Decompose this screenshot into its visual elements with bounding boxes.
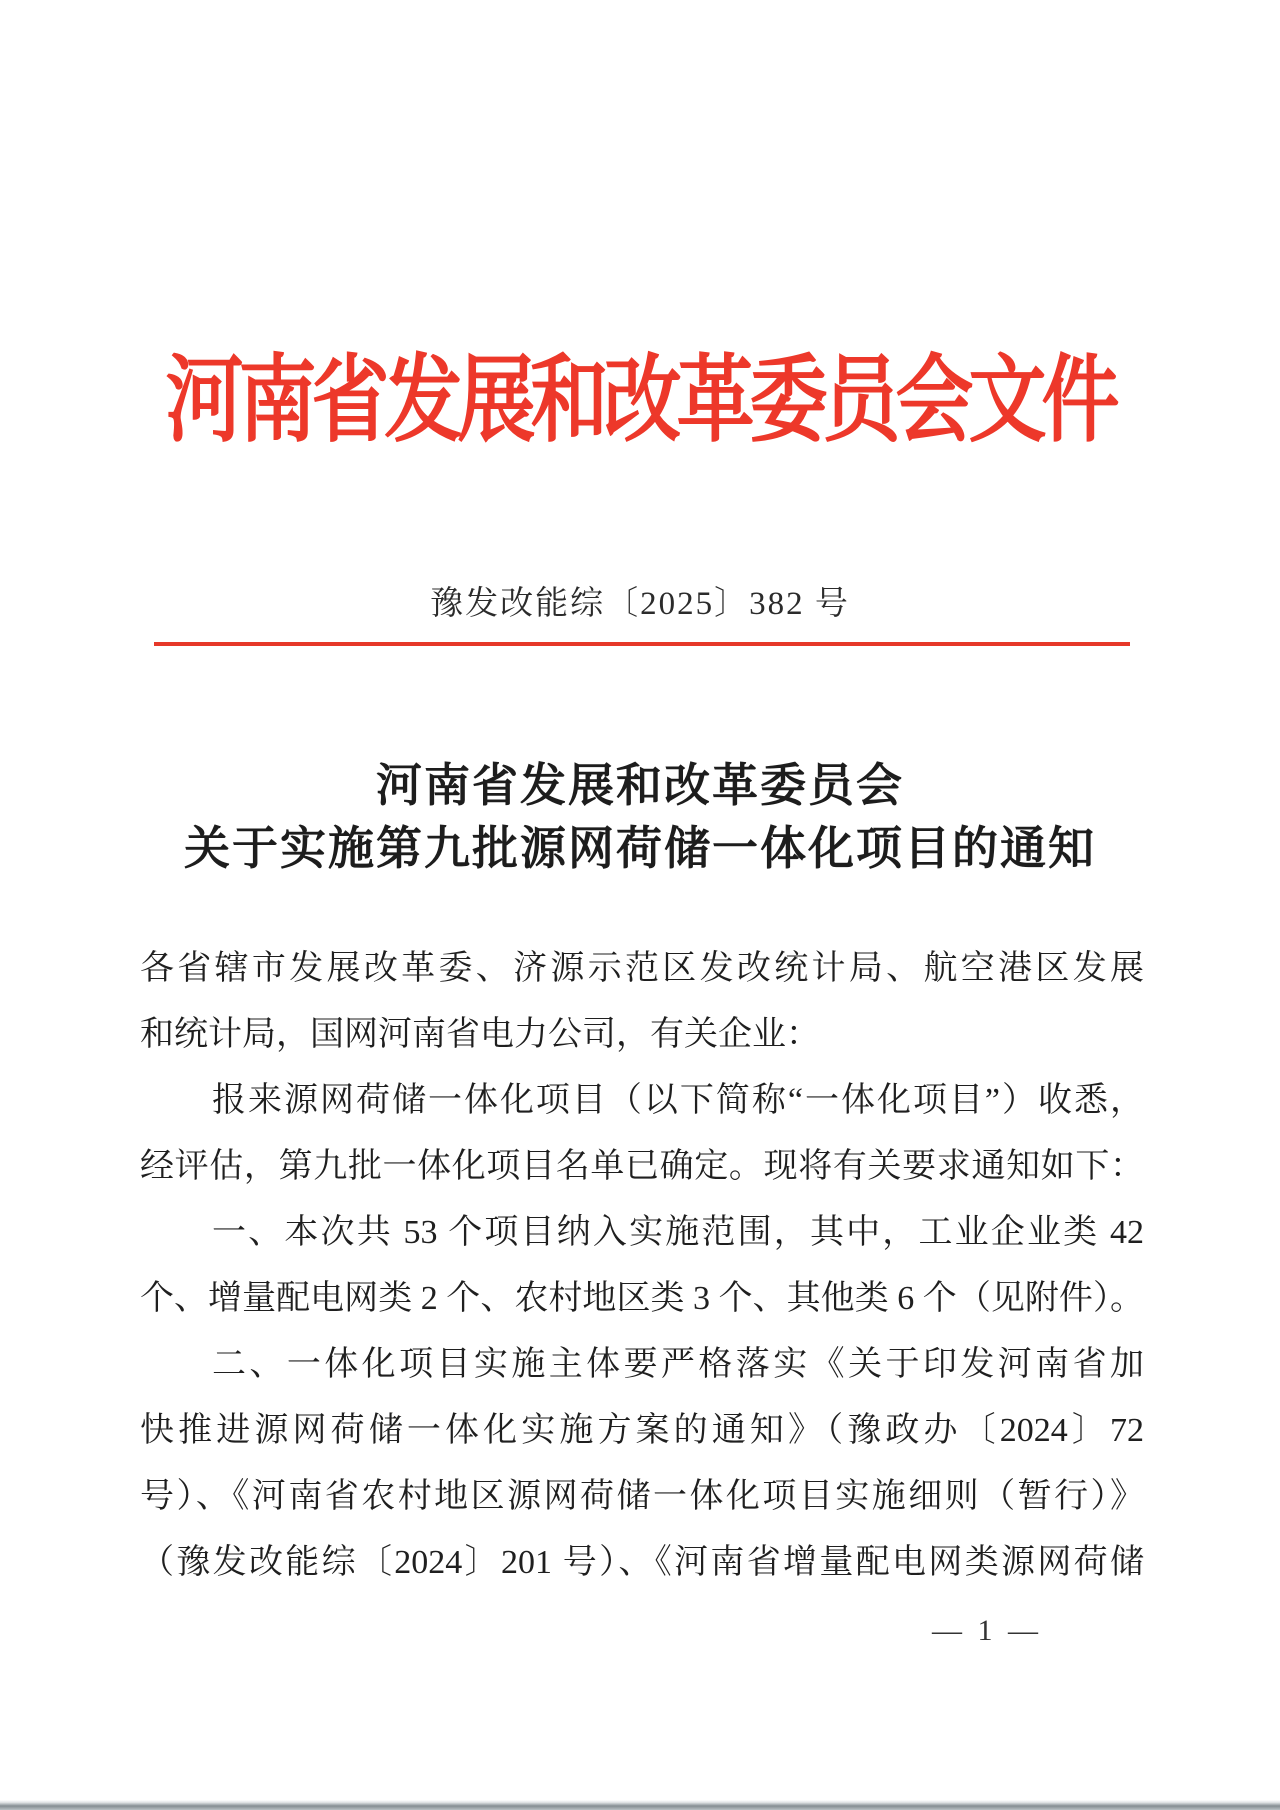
document-body	[140, 936, 1144, 1596]
body-line: 个、增量配电网类 2 个、农村地区类 3 个、其他类 6 个（见附件）。	[140, 1280, 1144, 1317]
body-line: 各省辖市发展改革委、济源示范区发改统计局、航空港区发展	[140, 950, 1144, 987]
body-line: 和统计局，国网河南省电力公司，有关企业：	[140, 1016, 820, 1053]
red-divider-line	[154, 642, 1130, 646]
page-bottom-edge	[0, 1800, 1280, 1810]
body-line: 二、一体化项目实施主体要严格落实《关于印发河南省加	[212, 1346, 1144, 1383]
document-title-line1: 河南省发展和改革委员会	[376, 760, 904, 811]
body-line: （豫发改能综〔2024〕201 号）、《河南省增量配电网类源网荷储	[140, 1544, 1144, 1581]
document-number: 豫发改能综〔2025〕382 号	[430, 586, 850, 622]
page-number: — 1 —	[932, 1614, 1042, 1647]
agency-banner-title: 河南省发展和改革委员会文件	[165, 346, 1115, 453]
body-line: 经评估，第九批一体化项目名单已确定。现将有关要求通知如下：	[140, 1148, 1144, 1185]
document-title-line2: 关于实施第九批源网荷储一体化项目的通知	[184, 823, 1096, 874]
document-title	[0, 754, 1280, 880]
body-line: 快推进源网荷储一体化实施方案的通知》（豫政办〔2024〕72	[140, 1412, 1144, 1449]
body-line: 一、本次共 53 个项目纳入实施范围，其中，工业企业类 42	[212, 1214, 1144, 1251]
body-line: 号）、《河南省农村地区源网荷储一体化项目实施细则（暂行）》	[140, 1478, 1144, 1515]
body-line: 报来源网荷储一体化项目（以下简称“一体化项目”）收悉，	[212, 1082, 1144, 1119]
